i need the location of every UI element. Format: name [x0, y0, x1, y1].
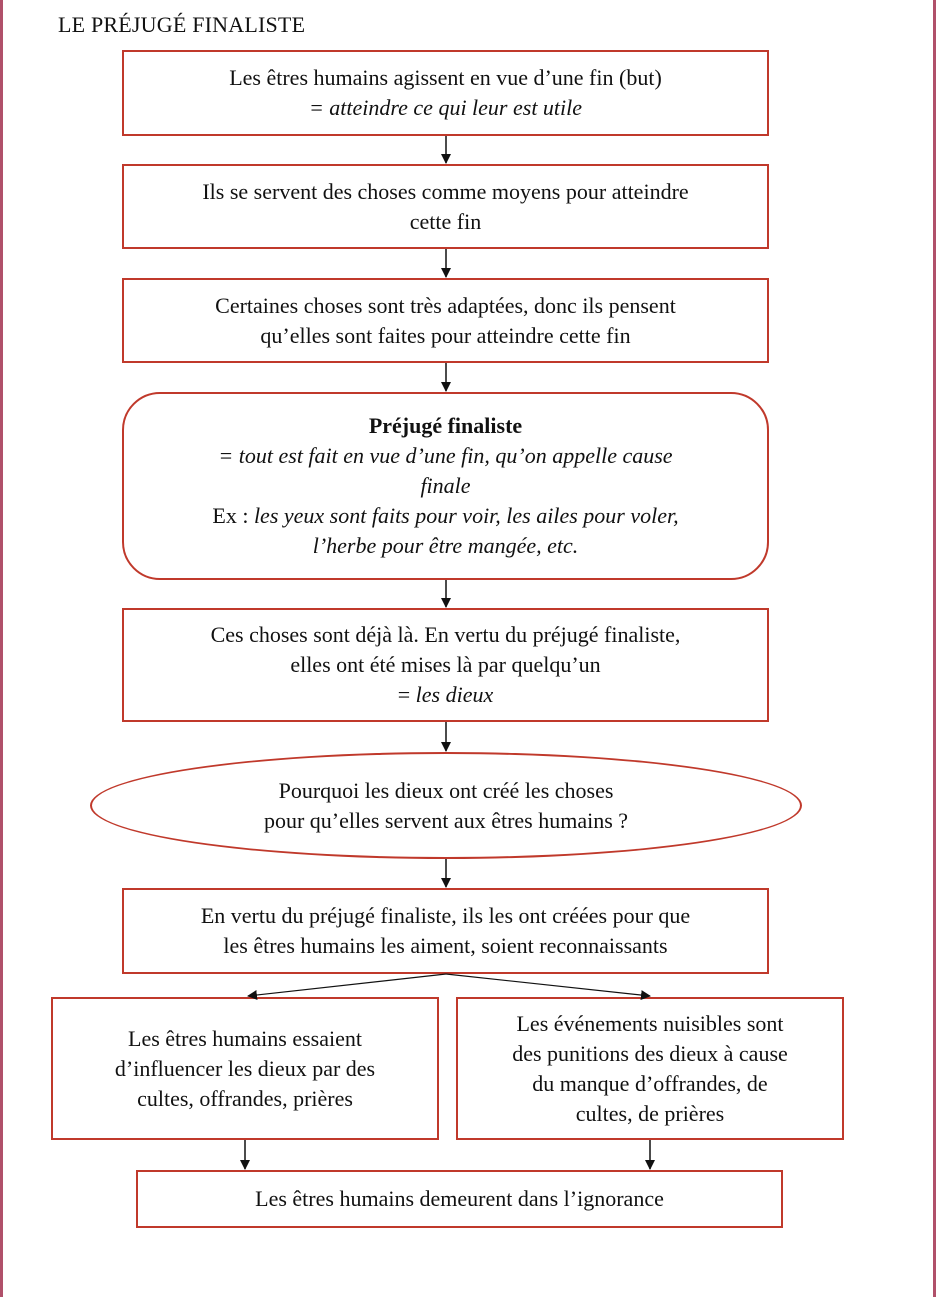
- node-1-line-2: = atteindre ce qui leur est utile: [308, 95, 583, 120]
- arrow-7-to-8: [248, 974, 446, 996]
- node-4-example-label: Ex :: [212, 503, 254, 528]
- node-4-example-line-2: l’herbe pour être mangée, etc.: [312, 533, 579, 558]
- node-4-example-text: les yeux sont faits pour voir, les ailes pour voler,: [253, 503, 679, 528]
- node-10-line-1: Les êtres humains demeurent dans l’ignorance: [255, 1186, 664, 1211]
- node-4-heading: Préjugé finaliste: [368, 413, 523, 438]
- page-title: LE PRÉJUGÉ FINALISTE: [58, 12, 306, 37]
- node-9-line-4: cultes, de prières: [575, 1100, 725, 1126]
- node-1-line-1: Les êtres humains agissent en vue d’une fin (but): [229, 65, 662, 90]
- node-6-line-1: Pourquoi les dieux ont créé les choses: [278, 777, 614, 803]
- node-9-line-1: Les événements nuisibles sont: [516, 1010, 784, 1036]
- node-6-line-2: pour qu’elles servent aux êtres humains ?: [263, 807, 629, 833]
- node-5-line-1: Ces choses sont déjà là. En vertu du préjugé finaliste,: [210, 622, 681, 647]
- node-5-line-3-prefix: =: [397, 682, 416, 707]
- node-5-line-3-italic: les dieux: [415, 682, 494, 707]
- arrow-7-to-9: [446, 974, 650, 996]
- node-9-line-2: des punitions des dieux à cause: [512, 1040, 788, 1066]
- node-3-line-2: qu’elles sont faites pour atteindre cette fin: [260, 322, 631, 348]
- node-7-line-1: En vertu du préjugé finaliste, ils les ont créées pour que: [200, 903, 691, 928]
- node-4-definition-line-2: finale: [420, 473, 471, 498]
- node-9-line-3: du manque d’offrandes, de: [532, 1070, 768, 1096]
- node-2-line-2: cette fin: [409, 208, 482, 234]
- node-4-definition-line-1: = tout est fait en vue d’une fin, qu’on appelle cause: [218, 443, 673, 468]
- node-8-line-3: cultes, offrandes, prières: [137, 1085, 353, 1111]
- node-8-line-1: Les êtres humains essaient: [128, 1025, 362, 1051]
- node-3-line-1: Certaines choses sont très adaptées, donc ils pensent: [215, 292, 676, 318]
- node-8-line-2: d’influencer les dieux par des: [114, 1055, 376, 1081]
- node-2-line-1: Ils se servent des choses comme moyens pour atteindre: [202, 178, 689, 204]
- node-7-line-2: les êtres humains les aiment, soient reconnaissants: [223, 933, 668, 958]
- node-5-line-2: elles ont été mises là par quelqu’un: [290, 652, 601, 677]
